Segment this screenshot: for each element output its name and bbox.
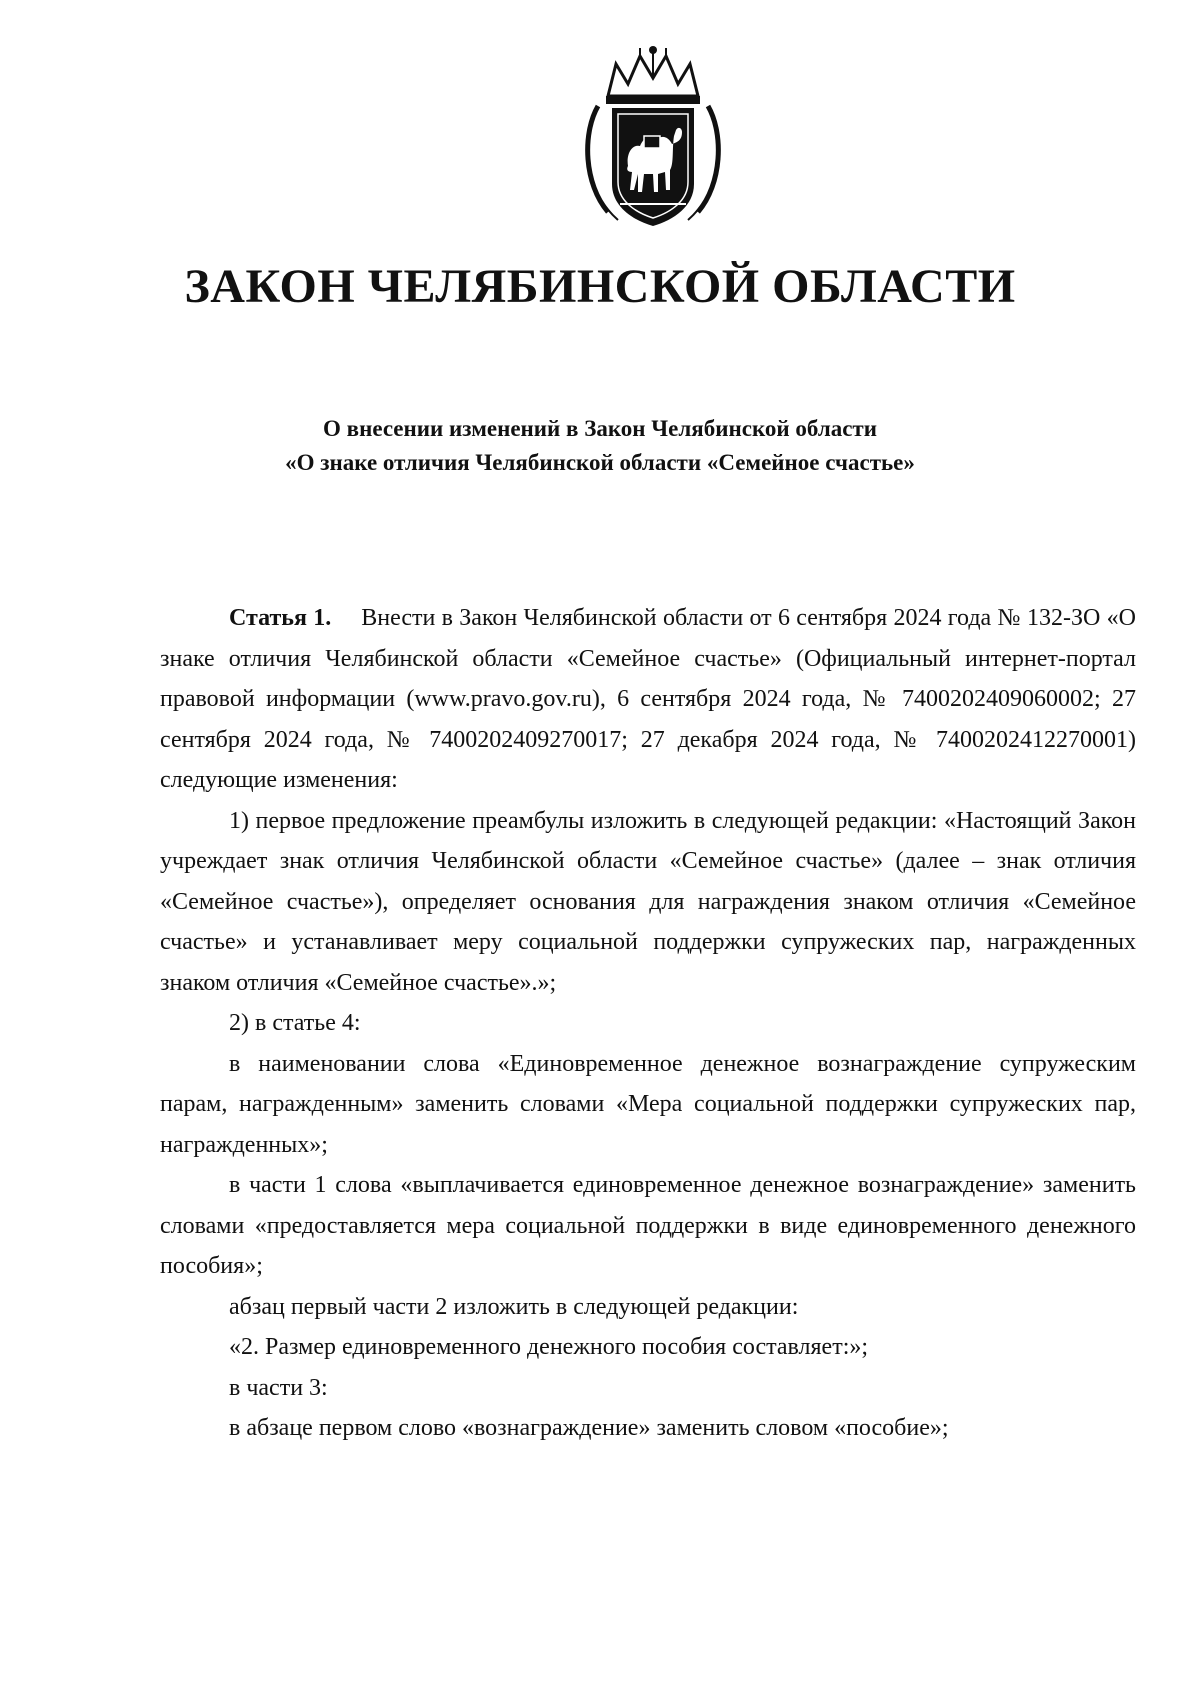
list-item: в части 1 слова «выплачивается единовременное денежное вознаграждение» заменить словами «предоставляется мера социальной поддержки в виде единовременного денежного пособия»; [160, 1172, 1136, 1279]
list-item: в наименовании слова «Единовременное денежное вознаграждение супружеским парам, награжденным» заменить словами «Мера социальной поддержки супружеских пар, награжденных»; [160, 1050, 1136, 1158]
chelyabinsk-coat-of-arms-icon [578, 44, 728, 229]
list-item: в части 3: [229, 1374, 328, 1401]
subject-line-2: «О знаке отличия Челябинской области «Семейное счастье» [285, 450, 915, 475]
article-1-intro [160, 598, 1136, 801]
list-item: «2. Размер единовременного денежного пособия составляет:»; [229, 1334, 869, 1360]
list-item: 1) первое предложение преамбулы изложить в следующей редакции: «Настоящий Закон учреждает знак отличия Челябинской области «Семейное счастье» (далее – знак отличия «Семейное счастье»), определяет основания для награждения знаком отличия «Семейное счастье» и устанавливает меру социальной поддержки супружеских пар, награжденных знаком отличия «Семейное счастье».»; [160, 807, 1136, 996]
article-label: Статья 1. [229, 605, 332, 631]
list-item: 2) в статье 4: [229, 1010, 361, 1036]
document-body [160, 598, 1136, 1449]
article-intro-text: Внести в Закон Челябинской области от 6 сентября 2024 года № 132-ЗО «О знаке отличия Челябинской области «Семейное счастье» (Официальный интернет-портал правовой информации (www.pravo.gov.ru), 6 сентября 2024 года, № 7400202409060002; 27 сентября 2024 года, № 7400202409270017; 27 декабря 2024 года, № 7400202412270001) следующие изменения: [160, 605, 1136, 793]
list-item: в абзаце первом слово «вознаграждение» заменить словом «пособие»; [229, 1415, 949, 1441]
subject-line-1: О внесении изменений в Закон Челябинской области [323, 416, 877, 441]
list-item: абзац первый части 2 изложить в следующей редакции: [229, 1293, 799, 1320]
document-title: ЗАКОН ЧЕЛЯБИНСКОЙ ОБЛАСТИ [184, 260, 1016, 313]
document-subject [0, 412, 1200, 480]
